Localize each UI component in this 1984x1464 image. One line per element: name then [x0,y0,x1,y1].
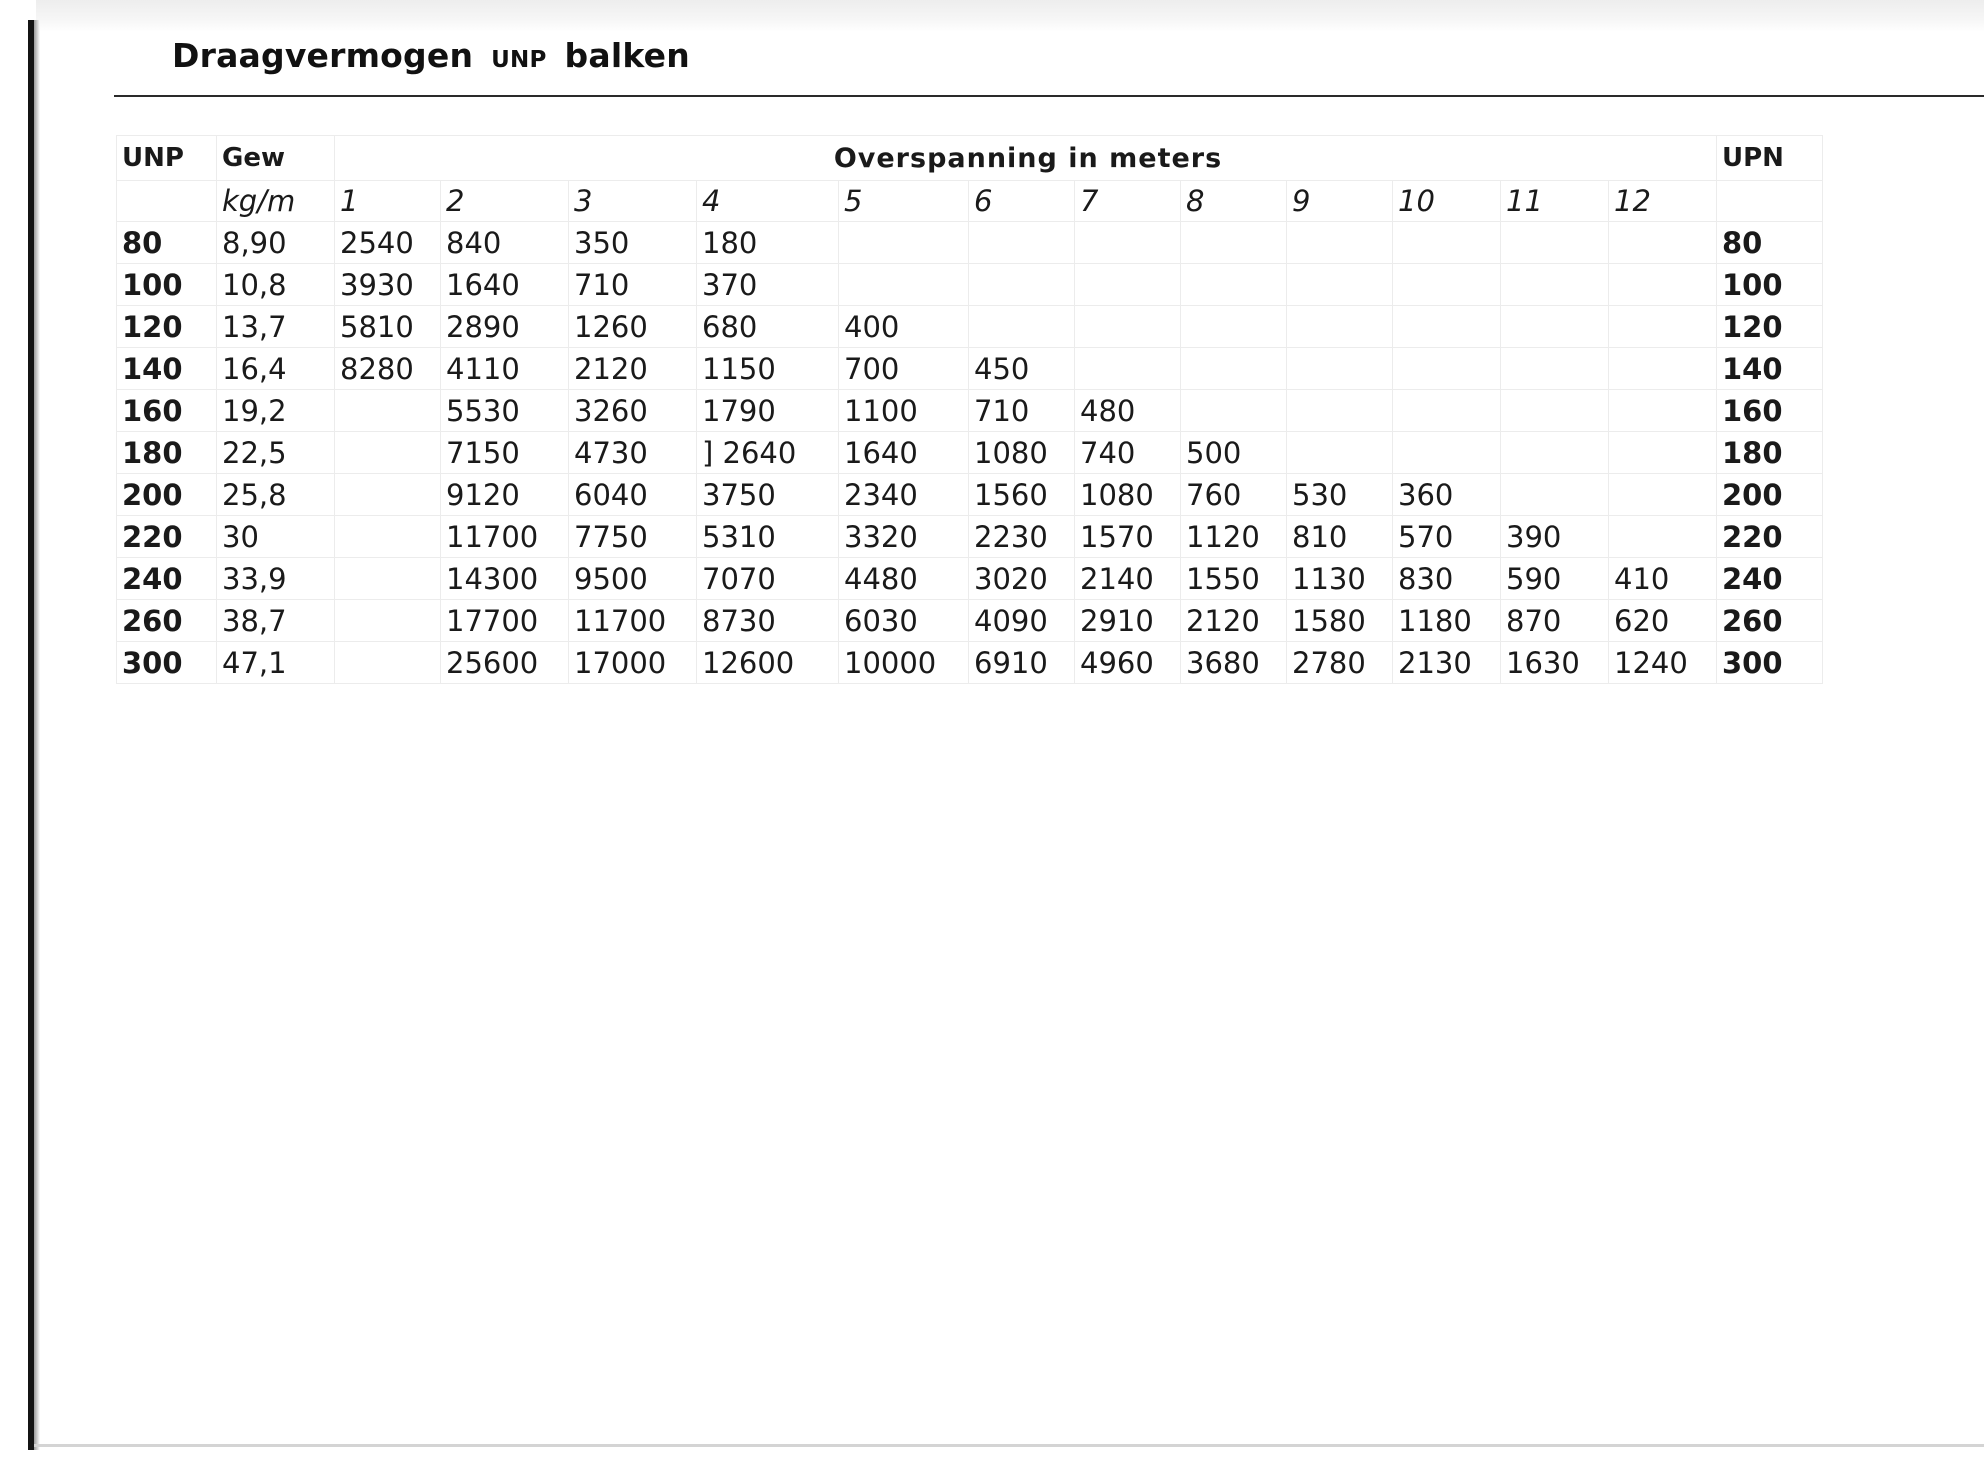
load-cell: 760 [1181,474,1287,516]
load-cell: 570 [1393,516,1501,558]
load-cell [335,474,441,516]
load-cell: 400 [839,306,969,348]
load-cell: 1130 [1287,558,1393,600]
load-cell: 1080 [1075,474,1181,516]
table-body [117,136,1823,684]
load-cell [1501,390,1609,432]
load-cell: 1150 [697,348,839,390]
table-row [117,600,1823,642]
table-row [117,558,1823,600]
title-rule [114,95,1984,97]
scan-top-band [36,0,1984,32]
load-cell [1287,222,1393,264]
weight-cell: 33,9 [217,558,335,600]
load-cell [1393,264,1501,306]
load-cell: 11700 [441,516,569,558]
load-cell [1609,348,1717,390]
load-cell: 500 [1181,432,1287,474]
page-title [172,36,690,75]
table-row [117,306,1823,348]
load-cell [1393,432,1501,474]
load-cell: 25600 [441,642,569,684]
load-cell: 350 [569,222,697,264]
load-cell: 4110 [441,348,569,390]
load-cell [335,390,441,432]
weight-cell: 25,8 [217,474,335,516]
load-cell [335,558,441,600]
upn-size-cell: 300 [1717,642,1823,684]
load-cell: 1570 [1075,516,1181,558]
span-header-10: 10 [1393,181,1501,222]
load-cell: 9500 [569,558,697,600]
table-row [117,642,1823,684]
load-cell [1501,348,1609,390]
load-cell: 1640 [839,432,969,474]
load-cell [1181,264,1287,306]
unp-size-cell: 300 [117,642,217,684]
load-cell: 2780 [1287,642,1393,684]
weight-cell: 19,2 [217,390,335,432]
load-cell [1393,390,1501,432]
upn-size-cell: 160 [1717,390,1823,432]
span-header-9: 9 [1287,181,1393,222]
load-cell: 1260 [569,306,697,348]
scan-bottom-edge [34,1444,1984,1447]
load-cell [1501,222,1609,264]
table-row [117,516,1823,558]
span-header-4: 4 [697,181,839,222]
load-cell: 3260 [569,390,697,432]
load-cell [1075,264,1181,306]
header-row [117,136,1823,181]
load-cell: 1640 [441,264,569,306]
load-cell [1609,474,1717,516]
header-unp: UNP [117,136,217,181]
table-row [117,474,1823,516]
load-cell: 710 [969,390,1075,432]
span-header-3: 3 [569,181,697,222]
load-cell [1287,432,1393,474]
load-cell: 5530 [441,390,569,432]
span-header-6: 6 [969,181,1075,222]
weight-cell: 22,5 [217,432,335,474]
unp-size-cell: 80 [117,222,217,264]
load-cell [1609,432,1717,474]
table-row [117,264,1823,306]
upn-size-cell: 120 [1717,306,1823,348]
unp-size-cell: 100 [117,264,217,306]
load-cell: 3020 [969,558,1075,600]
table-row [117,390,1823,432]
load-cell: 7070 [697,558,839,600]
span-header-2: 2 [441,181,569,222]
load-cell: 450 [969,348,1075,390]
load-cell: 14300 [441,558,569,600]
load-cell [1075,348,1181,390]
load-cell: 3320 [839,516,969,558]
load-cell [1181,222,1287,264]
load-cell: 3680 [1181,642,1287,684]
upn-size-cell: 80 [1717,222,1823,264]
load-cell: 6910 [969,642,1075,684]
load-cell: 1550 [1181,558,1287,600]
load-capacity-table [116,135,1823,684]
upn-size-cell: 180 [1717,432,1823,474]
load-cell: 360 [1393,474,1501,516]
load-cell: 1080 [969,432,1075,474]
load-cell [1609,222,1717,264]
weight-cell: 30 [217,516,335,558]
load-cell: 2120 [569,348,697,390]
weight-cell: 16,4 [217,348,335,390]
unp-size-cell: 200 [117,474,217,516]
load-cell: 1240 [1609,642,1717,684]
load-cell [1609,306,1717,348]
weight-cell: 13,7 [217,306,335,348]
load-cell [839,222,969,264]
load-cell: 1630 [1501,642,1609,684]
load-cell: 2120 [1181,600,1287,642]
load-cell: 2540 [335,222,441,264]
load-cell: 12600 [697,642,839,684]
load-cell [1501,474,1609,516]
load-cell: 4730 [569,432,697,474]
span-header-12: 12 [1609,181,1717,222]
load-cell: 7750 [569,516,697,558]
load-cell: 1100 [839,390,969,432]
load-cell: 2910 [1075,600,1181,642]
load-cell [1287,348,1393,390]
load-cell: 6040 [569,474,697,516]
load-cell [1501,264,1609,306]
load-cell: 180 [697,222,839,264]
header-gew-unit: kg/m [217,181,335,222]
load-cell [969,306,1075,348]
load-cell: 1790 [697,390,839,432]
load-cell [1181,390,1287,432]
load-cell: 870 [1501,600,1609,642]
load-cell: 4960 [1075,642,1181,684]
upn-size-cell: 260 [1717,600,1823,642]
load-cell: 2230 [969,516,1075,558]
unp-size-cell: 180 [117,432,217,474]
load-cell: 8280 [335,348,441,390]
load-cell: 2340 [839,474,969,516]
load-cell: 8730 [697,600,839,642]
title-part-3: balken [564,36,690,75]
load-cell: 810 [1287,516,1393,558]
load-cell: 1120 [1181,516,1287,558]
load-cell: 830 [1393,558,1501,600]
load-cell: 4090 [969,600,1075,642]
load-cell: 1180 [1393,600,1501,642]
load-cell: ] 2640 [697,432,839,474]
load-cell [1181,348,1287,390]
load-cell: 6030 [839,600,969,642]
load-cell: 2140 [1075,558,1181,600]
upn-size-cell: 140 [1717,348,1823,390]
load-cell [1393,306,1501,348]
header-overspanning: Overspanning in meters [335,136,1717,181]
upn-size-cell: 240 [1717,558,1823,600]
load-cell [1609,516,1717,558]
load-cell [839,264,969,306]
load-cell [1609,264,1717,306]
unp-size-cell: 160 [117,390,217,432]
load-cell [1075,306,1181,348]
load-cell: 2890 [441,306,569,348]
unp-size-cell: 240 [117,558,217,600]
header-unp-blank [117,181,217,222]
load-cell: 10000 [839,642,969,684]
table-row [117,222,1823,264]
title-part-1: Draagvermogen [172,36,474,75]
scan-left-shade [34,20,40,1450]
load-cell [969,222,1075,264]
load-cell: 590 [1501,558,1609,600]
span-header-5: 5 [839,181,969,222]
load-cell [1287,306,1393,348]
header-gew: Gew [217,136,335,181]
table-row [117,348,1823,390]
weight-cell: 8,90 [217,222,335,264]
load-cell [1501,432,1609,474]
load-cell: 410 [1609,558,1717,600]
upn-size-cell: 100 [1717,264,1823,306]
load-cell: 5810 [335,306,441,348]
load-cell: 3750 [697,474,839,516]
table-row [117,432,1823,474]
span-header-1: 1 [335,181,441,222]
title-part-2: UNP [491,47,547,73]
header-upn-blank [1717,181,1823,222]
load-cell: 710 [569,264,697,306]
load-cell [1075,222,1181,264]
load-cell: 680 [697,306,839,348]
header-upn: UPN [1717,136,1823,181]
load-cell: 1560 [969,474,1075,516]
span-header-11: 11 [1501,181,1609,222]
load-cell: 17000 [569,642,697,684]
upn-size-cell: 200 [1717,474,1823,516]
load-cell [335,432,441,474]
span-header-8: 8 [1181,181,1287,222]
load-cell [1609,390,1717,432]
unp-size-cell: 140 [117,348,217,390]
load-cell [335,516,441,558]
load-cell: 840 [441,222,569,264]
load-cell: 2130 [1393,642,1501,684]
load-cell [1393,222,1501,264]
load-cell [969,264,1075,306]
load-cell [335,600,441,642]
unp-size-cell: 220 [117,516,217,558]
load-cell: 370 [697,264,839,306]
upn-size-cell: 220 [1717,516,1823,558]
load-cell [1393,348,1501,390]
load-cell: 480 [1075,390,1181,432]
load-cell: 390 [1501,516,1609,558]
load-cell: 5310 [697,516,839,558]
load-cell [1287,390,1393,432]
load-cell [1287,264,1393,306]
unp-size-cell: 260 [117,600,217,642]
weight-cell: 47,1 [217,642,335,684]
weight-cell: 38,7 [217,600,335,642]
load-cell [1181,306,1287,348]
load-cell: 3930 [335,264,441,306]
load-cell: 17700 [441,600,569,642]
load-cell: 11700 [569,600,697,642]
load-cell: 7150 [441,432,569,474]
load-cell: 9120 [441,474,569,516]
load-cell: 1580 [1287,600,1393,642]
load-cell: 4480 [839,558,969,600]
load-cell: 700 [839,348,969,390]
load-cell [1501,306,1609,348]
unp-size-cell: 120 [117,306,217,348]
span-header-row [117,181,1823,222]
load-cell: 620 [1609,600,1717,642]
weight-cell: 10,8 [217,264,335,306]
load-cell [335,642,441,684]
load-cell: 530 [1287,474,1393,516]
load-cell: 740 [1075,432,1181,474]
span-header-7: 7 [1075,181,1181,222]
